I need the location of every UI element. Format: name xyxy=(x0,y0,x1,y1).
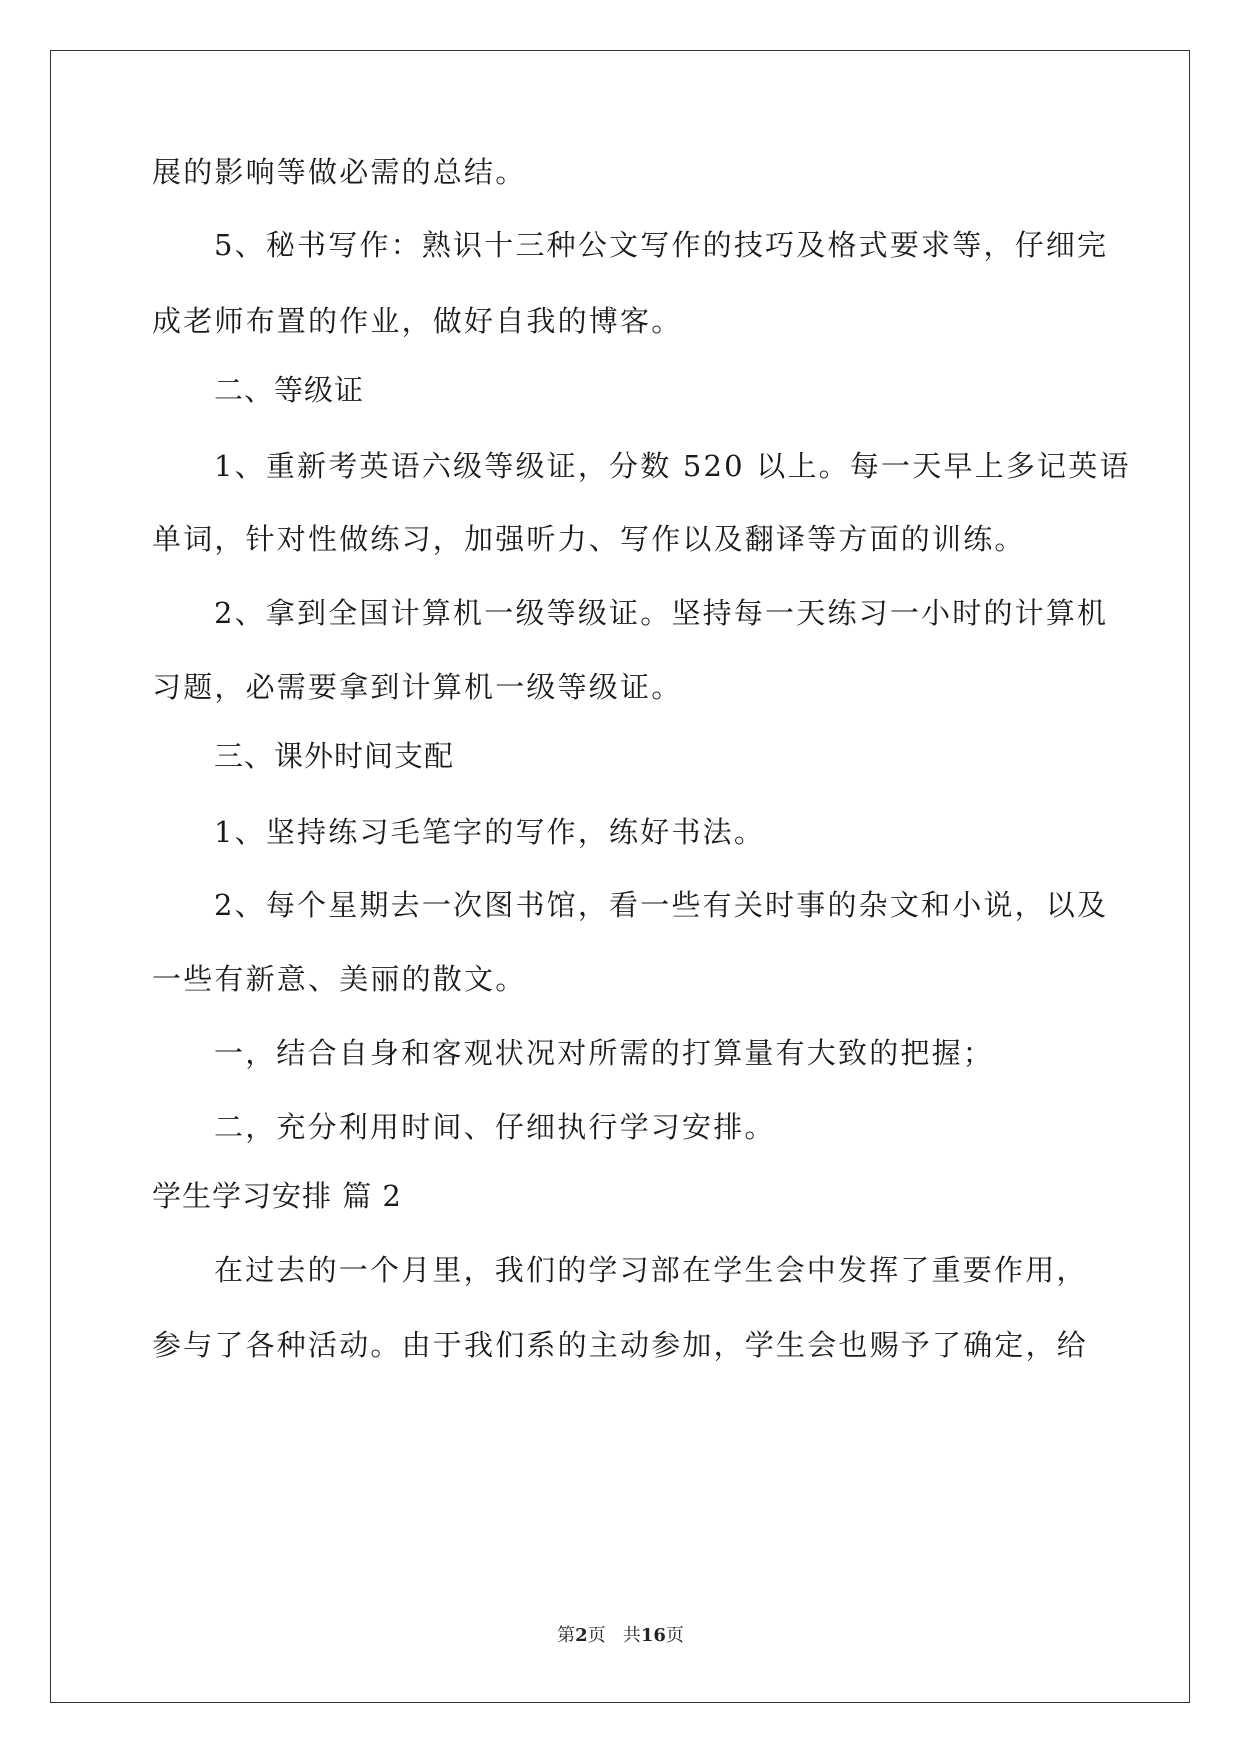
page-suffix: 页 xyxy=(587,1625,606,1646)
text-line: 在过去的一个月里，我们的学习部在学生会中发挥了重要作用， xyxy=(214,1253,1088,1287)
text-line: 一，结合自身和客观状况对所需的打算量有大致的把握； xyxy=(214,1036,995,1070)
total-suffix: 页 xyxy=(665,1625,684,1646)
section-heading: 三、课外时间支配 xyxy=(214,739,455,773)
text-line: 2、每个星期去一次图书馆，看一些有关时事的杂文和小说，以及 xyxy=(214,888,1109,922)
text-line: 1、坚持练习毛笔字的写作，练好书法。 xyxy=(214,815,766,849)
article-subtitle: 学生学习安排 篇 2 xyxy=(152,1179,402,1213)
text-line: 二，充分利用时间、仔细执行学习安排。 xyxy=(214,1110,776,1144)
page-border xyxy=(50,50,1190,1703)
text-line: 单词，针对性做练习，加强听力、写作以及翻译等方面的训练。 xyxy=(152,522,1026,556)
page-prefix: 第 xyxy=(557,1625,576,1646)
text-line: 2、拿到全国计算机一级等级证。坚持每一天练习一小时的计算机 xyxy=(214,596,1109,630)
text-line: 一些有新意、美丽的散文。 xyxy=(152,962,527,996)
text-line: 参与了各种活动。由于我们系的主动参加，学生会也赐予了确定，给 xyxy=(152,1328,1089,1362)
page-number: 2 xyxy=(575,1625,588,1646)
text-line: 习题，必需要拿到计算机一级等级证。 xyxy=(152,670,683,704)
total-pages: 16 xyxy=(640,1625,666,1646)
page-footer xyxy=(0,1624,1241,1648)
total-prefix: 共 xyxy=(622,1625,641,1646)
text-line: 1、重新考英语六级等级证，分数 520 以上。每一天早上多记英语 xyxy=(214,449,1131,483)
text-line: 展的影响等做必需的总结。 xyxy=(152,155,527,189)
text-line: 成老师布置的作业，做好自我的博客。 xyxy=(152,304,683,338)
section-heading: 二、等级证 xyxy=(214,373,365,407)
text-line: 5、秘书写作：熟识十三种公文写作的技巧及格式要求等，仔细完 xyxy=(214,228,1109,262)
